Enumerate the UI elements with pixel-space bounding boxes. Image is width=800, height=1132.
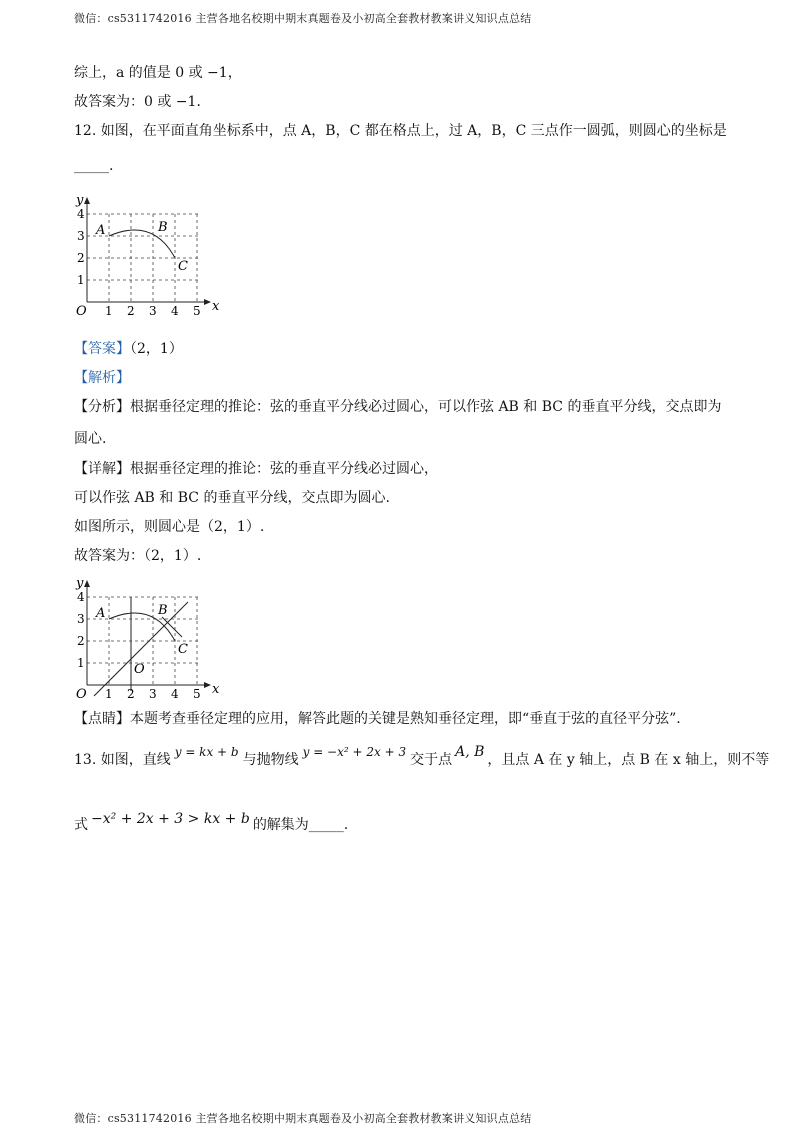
q13-line-1	[74, 744, 770, 770]
x-tick-5: 5	[193, 304, 201, 318]
xiangjie-line-2: 可以作弦 AB 和 BC 的垂直平分线，交点即为圆心.	[74, 490, 390, 506]
x-tick-3-fig2: 3	[149, 687, 157, 701]
analysis-tag: 【解析】	[74, 370, 130, 386]
point-c-label-2: C	[178, 642, 188, 657]
y-tick-4: 4	[77, 207, 85, 221]
point-a-label: A	[96, 223, 106, 238]
point-b-label: B	[158, 220, 168, 235]
y-tick-3: 3	[77, 229, 85, 243]
y-axis-label-2: y	[76, 576, 84, 591]
dianjing-line: 【点睛】本题考查垂径定理的应用，解答此题的关键是熟知垂径定理，即“垂直于弦的直径平分弦”.	[74, 711, 681, 727]
answer-tag: 【答案】	[74, 341, 130, 357]
x-tick-2: 2	[127, 304, 135, 318]
y-tick-4-fig2: 4	[77, 590, 85, 604]
fenxi-line-2: 圆心.	[74, 431, 107, 447]
y-tick-2: 2	[77, 251, 85, 265]
point-b-label-2: B	[158, 603, 168, 618]
q13-points: A, B	[455, 744, 485, 760]
point-a-label-2: A	[96, 606, 106, 621]
fenxi-line-1: 【分析】根据垂径定理的推论：弦的垂直平分线必过圆心，可以作弦 AB 和 BC 的垂直平分线，交点即为	[74, 399, 722, 415]
prev-line-2: 故答案为：0 或 −1．	[74, 94, 211, 110]
q13-shi: 式	[74, 817, 88, 833]
x-tick-4-fig2: 4	[171, 687, 179, 701]
answer-value: （2，1）	[130, 341, 183, 357]
x-axis-label-2: x	[212, 682, 220, 697]
page-footer: 微信：cs5311742016 主营各地名校期中期末真题卷及小初高全套教材教案讲义知识点总结	[74, 1112, 532, 1125]
y-tick-1: 1	[77, 273, 85, 287]
answer-line	[74, 339, 730, 359]
x-axis-label: x	[212, 299, 220, 314]
q13-solution-blank: 的解集为_____.	[252, 817, 349, 833]
q12-blank: _____.	[74, 158, 114, 174]
q12-stem: 12. 如图，在平面直角坐标系中，点 A，B，C 都在格点上，过 A，B，C 三点作一圆弧，则圆心的坐标是	[74, 123, 727, 139]
xiangjie-line-1: 【详解】根据垂径定理的推论：弦的垂直平分线必过圆心，	[74, 461, 438, 477]
origin-label-2: O	[76, 687, 87, 702]
q13-condition: ，且点 A 在 y 轴上，点 B 在 x 轴上，则不等	[487, 752, 770, 768]
xiangjie-line-4: 故答案为：（2，1）.	[74, 548, 202, 564]
q13-line-2	[74, 811, 730, 835]
x-tick-5-fig2: 5	[193, 687, 201, 701]
y-tick-3-fig2: 3	[77, 612, 85, 626]
xiangjie-line-3: 如图所示，则圆心是（2，1）.	[74, 519, 265, 535]
q13-inequality: −x² + 2x + 3 > kx + b	[91, 811, 250, 827]
q13-parabola-equation: y = −x² + 2x + 3	[302, 745, 407, 759]
circle-center-label: O	[134, 662, 145, 677]
y-tick-1-fig2: 1	[77, 656, 85, 670]
y-tick-2-fig2: 2	[77, 634, 85, 648]
x-tick-1: 1	[105, 304, 113, 318]
q13-intersect-text: 交于点	[410, 752, 453, 768]
figure-2-solution-grid	[74, 573, 234, 703]
page-header: 微信：cs5311742016 主营各地名校期中期末真题卷及小初高全套教材教案讲义知识点总结	[74, 12, 532, 25]
x-tick-4: 4	[171, 304, 179, 318]
figure-1-coordinate-grid	[74, 190, 234, 320]
origin-label: O	[76, 304, 87, 319]
q13-intro: 13. 如图，直线	[74, 752, 171, 768]
y-axis-label: y	[76, 193, 84, 208]
x-tick-3: 3	[149, 304, 157, 318]
x-tick-2-fig2: 2	[127, 687, 135, 701]
x-tick-1-fig2: 1	[105, 687, 113, 701]
prev-line-1: 综上，a 的值是 0 或 −1，	[74, 65, 242, 81]
q13-parabola-text: 与抛物线	[242, 752, 299, 768]
point-c-label: C	[178, 259, 188, 274]
q13-line-equation: y = kx + b	[174, 745, 239, 759]
